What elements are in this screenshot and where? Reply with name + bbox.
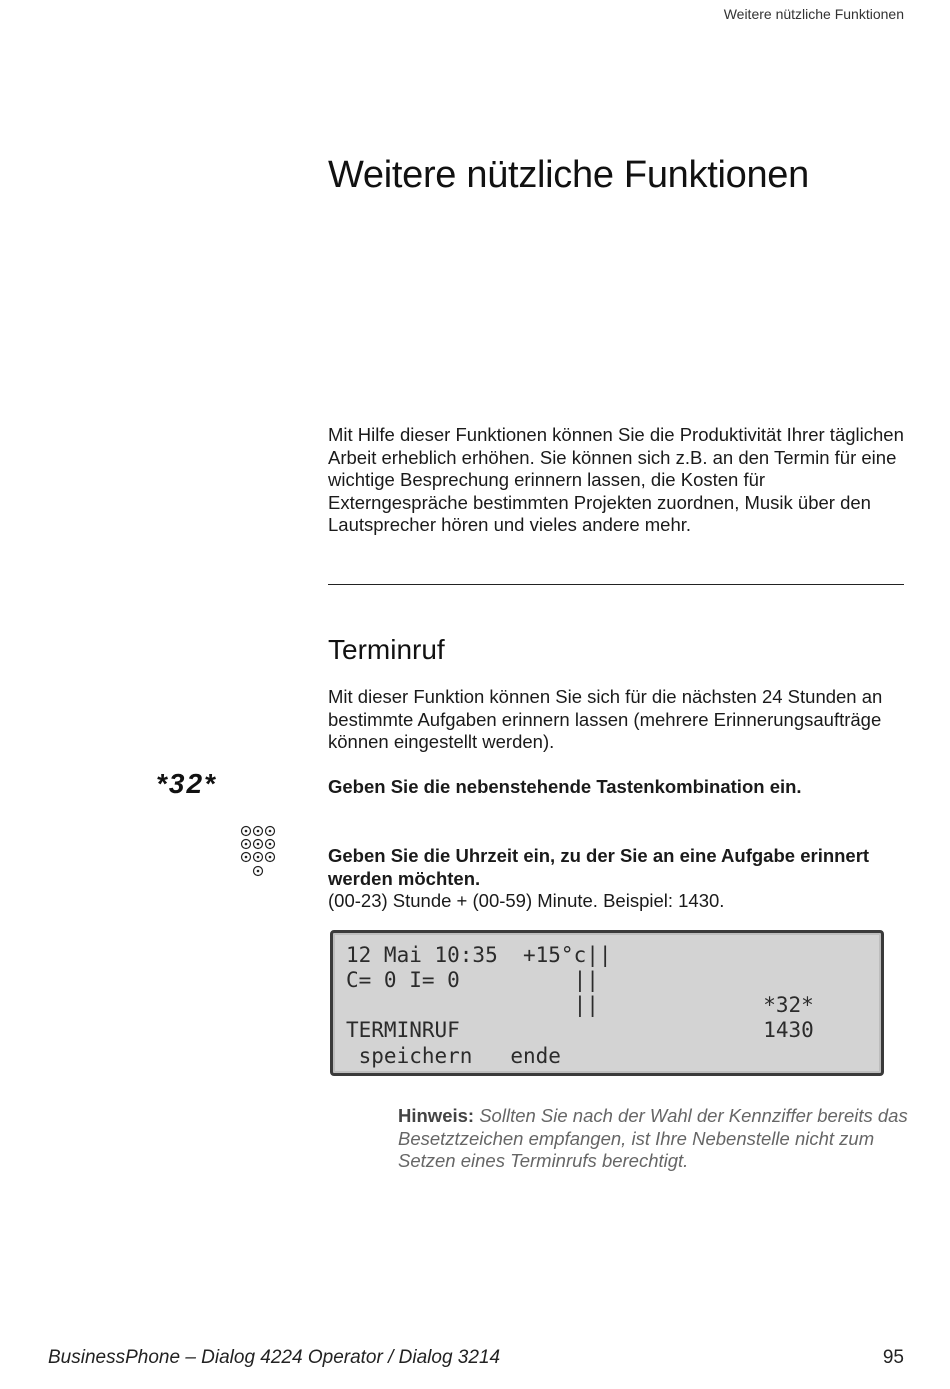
note-label: Hinweis: (398, 1105, 475, 1126)
step-enter-time-instruction: Geben Sie die Uhrzeit ein, zu der Sie an eine Aufgabe erinnert werden möchten. (328, 845, 870, 889)
step-enter-time (328, 845, 918, 913)
key-code: *32* (156, 768, 217, 799)
display-line-2: C= 0 I= 0 || (346, 968, 599, 992)
display-line-3: || *32* (346, 993, 814, 1017)
section-description: Mit dieser Funktion können Sie sich für die nächsten 24 Stunden an bestimmte Aufgaben erinnern lassen (mehrere Erinnerungsaufträge können eingestellt werden). (328, 686, 883, 752)
intro-paragraph: Mit Hilfe dieser Funktionen können Sie die Produktivität Ihrer täglichen Arbeit erheblich erhöhen. Sie können sich z.B. an den Termin für eine wichtige Besprechung erinnern lassen, die Kosten für Externgespräche bestimmten Projekten zuordnen, Musik über den Lautsprecher hören und vieles andere mehr. (328, 424, 904, 535)
step-enter-time-format: (00-23) Stunde + (00-59) Minute. Beispiel: 1430. (328, 890, 725, 911)
display-line-1: 12 Mai 10:35 +15°c|| (346, 943, 612, 967)
display-line-4: TERMINRUF 1430 (346, 1018, 814, 1042)
running-header: Weitere nützliche Funktionen (723, 6, 904, 22)
footer-title: BusinessPhone – Dialog 4224 Operator / Dialog 3214 (48, 1347, 501, 1368)
section-title: Terminruf (328, 634, 445, 665)
phone-display (330, 930, 884, 1076)
page-number: 95 (882, 1347, 904, 1368)
step-enter-code: Geben Sie die nebenstehende Tastenkombination ein. (328, 776, 802, 797)
display-softkeys: speichern ende (346, 1044, 561, 1068)
note-text: Sollten Sie nach der Wahl der Kennziffer bereits das Besetztzeichen empfangen, ist Ihre Nebenstelle nicht zum Setzen eines Terminrufs berechtigt. (398, 1105, 908, 1171)
section-divider (328, 584, 904, 585)
chapter-title: Weitere nützliche Funktionen (328, 154, 809, 196)
keypad-icon (238, 824, 282, 880)
note (398, 1105, 908, 1173)
